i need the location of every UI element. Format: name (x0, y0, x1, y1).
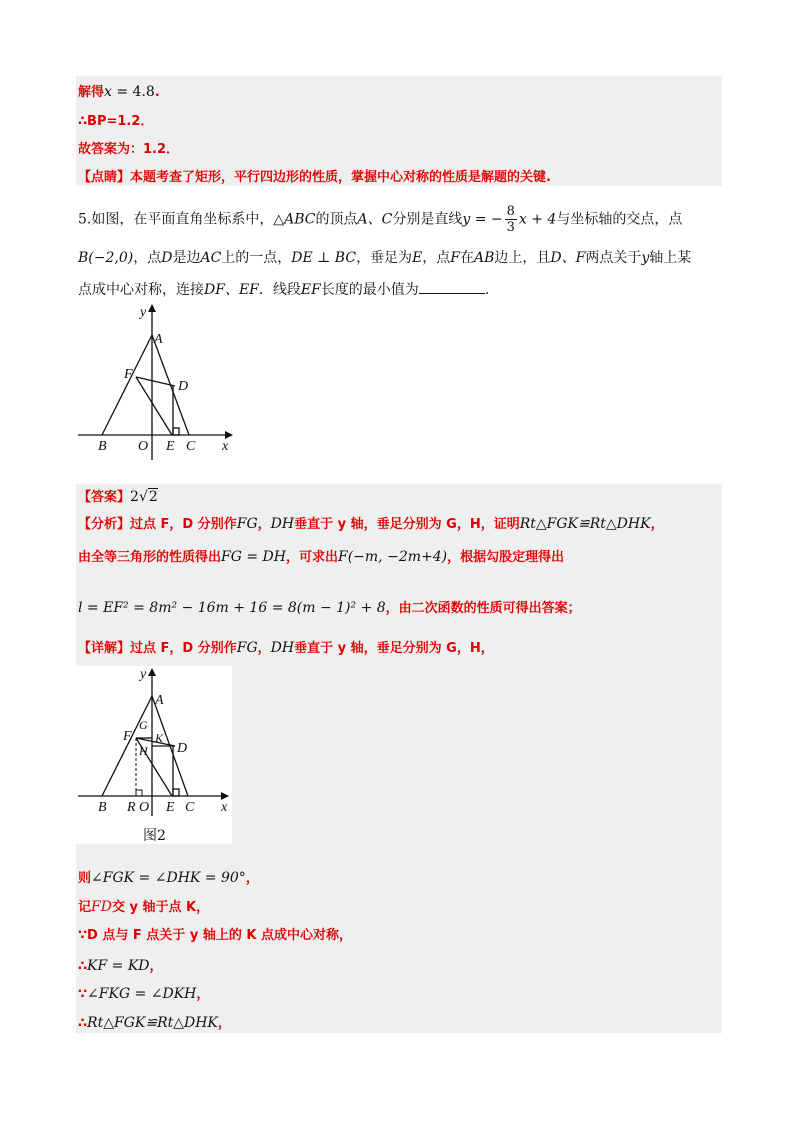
segment-fe (136, 377, 172, 435)
step-6: ∴Rt△FGK≌Rt△DHK， (78, 1015, 231, 1031)
step-5: ∵∠FKG = ∠DKH， (78, 986, 210, 1002)
analysis-line-2: 由全等三角形的性质得出FG = DH，可求出F(−m, −2m+4)，根据勾股定理得出 (78, 549, 565, 565)
label-k: K (155, 731, 164, 745)
comment-line: 【点睛】本题考查了矩形，平行四边形的性质，掌握中心对称的性质是解题的关键. (78, 170, 551, 185)
question-line-1: 5.如图，在平面直角坐标系中，△ABC的顶点A、C分别是直线y = − $\frac{8}{3}$ x + 4与坐标轴的交点，点 (78, 204, 683, 235)
label-f: F (124, 367, 133, 382)
answer-line: 故答案为：1.2． (78, 142, 180, 157)
label-b: B (98, 800, 107, 815)
label-a: A (155, 693, 164, 708)
right-angle-mark-e (173, 789, 179, 796)
triangle-abc (102, 335, 189, 435)
label-f: F (123, 729, 132, 744)
x-arrow (221, 792, 229, 800)
label-y: y (140, 305, 147, 320)
label-y: y (140, 667, 147, 682)
fraction: $\frac{8}{3}$ (506, 204, 515, 235)
figure-2-caption: 图2 (143, 828, 166, 844)
step-3: ∵D 点与 F 点关于 y 轴上的 K 点成中心对称， (78, 928, 352, 943)
x-arrow (225, 431, 233, 439)
label-g: G (139, 718, 148, 732)
label-a: A (154, 332, 163, 347)
label-o: O (138, 439, 149, 454)
figure-2 (76, 666, 232, 824)
figure-1 (70, 300, 240, 465)
label-e: E (166, 439, 175, 454)
label-r: R (127, 800, 136, 815)
question-line-3: 点成中心对称，连接DF、EF．线段EF长度的最小值为 . (78, 282, 490, 298)
detail-line: 【详解】过点 F，D 分别作FG，DH垂直于 y 轴，垂足分别为 G，H， (78, 640, 494, 656)
label-o: O (139, 800, 150, 815)
y-arrow (148, 668, 156, 676)
solve-line: 解得x = 4.8. (78, 84, 160, 100)
question-line-2: B(−2,0)，点D是边AC上的一点，DE ⊥ BC，垂足为E，点F在AB边上，且D、F两点关于y轴上某 (78, 250, 692, 266)
analysis-line-3: l = EF² = 8m² − 16m + 16 = 8(m − 1)² + 8，由二次函数的性质可得出答案； (78, 600, 581, 616)
y-arrow (148, 304, 156, 312)
label-d: D (177, 741, 188, 756)
bp-line: ∴BP=1.2． (78, 114, 154, 129)
step-2: 记FD交 y 轴于点 K， (78, 899, 210, 915)
label-h: H (139, 744, 148, 758)
label-x: x (221, 800, 228, 815)
step-1: 则∠FGK = ∠DHK = 90°， (78, 870, 259, 886)
right-angle-mark-r (136, 790, 142, 796)
analysis-line-1: 【分析】过点 F，D 分别作FG，DH垂直于 y 轴，垂足分别为 G，H，证明Rt△FGK≌Rt△DHK， (78, 516, 664, 532)
label-x: x (222, 439, 229, 454)
answer-blank (419, 280, 485, 294)
label-e: E (166, 800, 175, 815)
right-angle-mark (173, 428, 179, 435)
label-d: D (178, 379, 189, 394)
label-c: C (185, 800, 195, 815)
answer-value-line: 【答案】2√2 (78, 489, 158, 505)
step-4: ∴KF = KD， (78, 958, 163, 974)
label-c: C (186, 439, 196, 454)
label-b: B (98, 439, 107, 454)
